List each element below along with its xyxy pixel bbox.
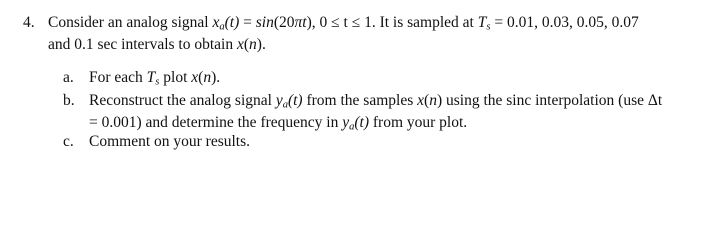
part-c-text: Comment on your results. — [89, 133, 251, 150]
part-a — [63, 69, 220, 87]
part-b-text-2: = 0.001) and determine the frequency in $y_a(t)$ from your plot. — [89, 114, 468, 133]
part-b-text-1: Reconstruct the analog signal $y_a(t)$ from the samples x(n) using the sinc interpolation (use Δt — [89, 92, 663, 111]
problem-statement-line-1 — [23, 14, 639, 32]
part-c-label: c. — [63, 133, 74, 150]
part-c — [63, 133, 250, 151]
part-a-label: a. — [63, 69, 74, 86]
problem-statement-line-2 — [48, 36, 266, 54]
problem-intro-text: Consider an analog signal $x_a(t) = \sin(20\pi t)$, 0 ≤ t ≤ 1. It is sampled at $T_s = 0.01$, 0.03, 0.05, 0.07 — [48, 14, 639, 33]
part-b-label: b. — [63, 92, 75, 109]
part-b-line-2 — [89, 114, 467, 132]
problem-intro-text-2: and 0.1 sec intervals to obtain x(n). — [48, 36, 266, 53]
part-b-line-1 — [63, 92, 662, 110]
problem-number: 4. — [23, 14, 35, 31]
part-a-text: For each $T_s$ plot x(n). — [89, 69, 221, 88]
